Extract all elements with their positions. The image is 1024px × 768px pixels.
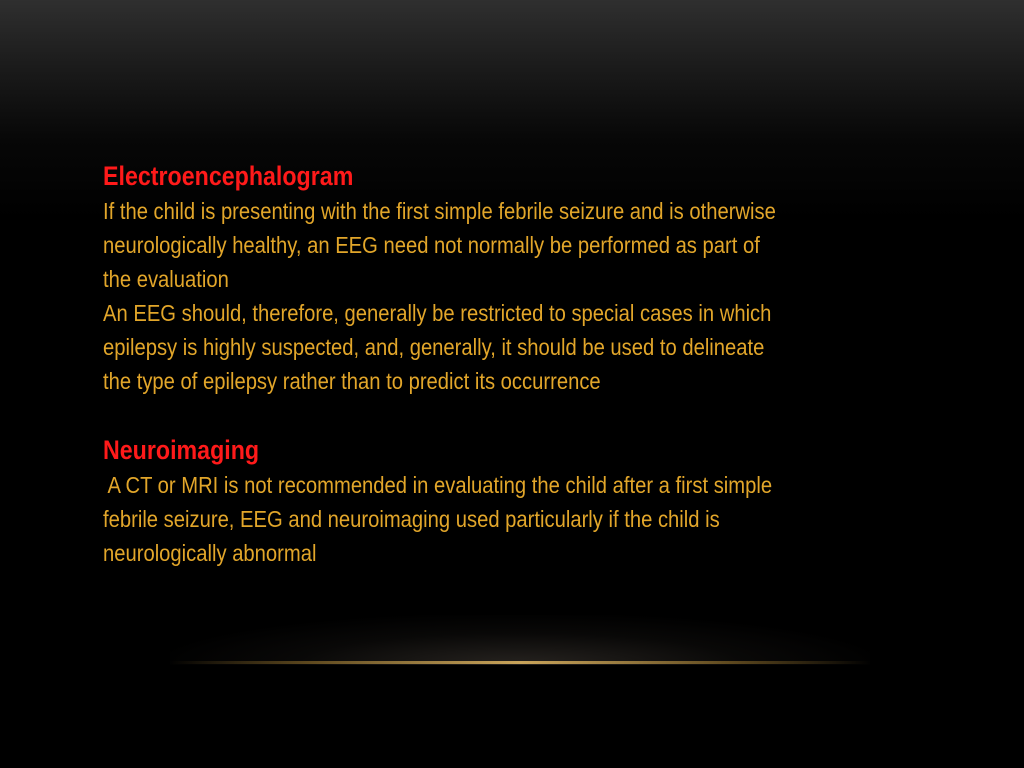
section-spacer [103, 398, 903, 432]
section-heading-neuroimaging: Neuroimaging [103, 435, 260, 465]
slide-content [103, 158, 903, 570]
eeg-line-3: the evaluation [103, 266, 229, 292]
neuroimaging-line-1: A CT or MRI is not recommended in evaluating the child after a first simple [103, 472, 773, 498]
neuroimaging-line-2: febrile seizure, EEG and neuroimaging used particularly if the child is [103, 506, 720, 532]
section-heading-eeg: Electroencephalogram [103, 161, 354, 191]
eeg-line-5: epilepsy is highly suspected, and, generally, it should be used to delineate [103, 334, 765, 360]
neuroimaging-line-3: neurologically abnormal [103, 540, 317, 566]
divider-glow [170, 615, 870, 665]
gold-divider-line [170, 661, 870, 664]
eeg-line-1: If the child is presenting with the first simple febrile seizure and is otherwise [103, 198, 776, 224]
eeg-line-6: the type of epilepsy rather than to predict its occurrence [103, 368, 601, 394]
eeg-line-2: neurologically healthy, an EEG need not normally be performed as part of [103, 232, 760, 258]
eeg-line-4: An EEG should, therefore, generally be restricted to special cases in which [103, 300, 772, 326]
